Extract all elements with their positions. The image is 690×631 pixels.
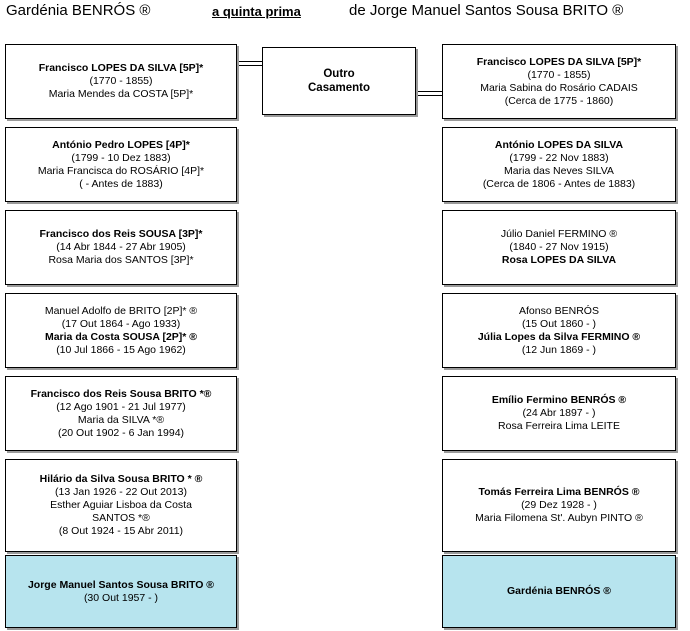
person-line: Maria das Neves SILVA [504, 164, 614, 177]
person-line: (15 Out 1860 - ) [521, 317, 597, 330]
person-line: Gardénia BENRÓS ® [506, 585, 611, 597]
person-line: Tomás Ferreira Lima BENRÓS ® [478, 486, 640, 498]
header-left-title: Gardénia BENRÓS ® [6, 2, 151, 19]
person-line: Maria Mendes da COSTA [5P]* [48, 88, 194, 100]
right-generation-6-box [442, 459, 676, 552]
person-line: (1799 - 10 Dez 1883) [71, 151, 171, 164]
right-generation-7-box [442, 555, 676, 628]
left-generation-6-box [5, 459, 237, 552]
person-line: (1799 - 22 Nov 1883) [509, 151, 609, 164]
left-generation-7-box [5, 555, 237, 628]
person-line: Francisco dos Reis Sousa BRITO *® [30, 387, 212, 400]
marriage-box [262, 47, 416, 115]
person-line: Maria Sabina do Rosário CADAIS [480, 81, 638, 94]
person-line: Francisco LOPES DA SILVA [5P]* [38, 62, 204, 74]
person-line: (1770 - 1855) [527, 68, 591, 81]
person-line: (13 Jan 1926 - 22 Out 2013) [55, 486, 187, 498]
person-line: ( - Antes de 1883) [79, 177, 163, 190]
person-line: Jorge Manuel Santos Sousa BRITO ® [27, 578, 215, 591]
person-line: (1840 - 27 Nov 1915) [509, 241, 609, 253]
marriage-box-line1: Outro [323, 68, 355, 80]
person-line: Rosa Ferreira Lima LEITE [498, 420, 620, 432]
person-line: (Cerca de 1806 - Antes de 1883) [482, 177, 636, 190]
person-line: Rosa Maria dos SANTOS [3P]* [48, 254, 194, 266]
person-line: Júlio Daniel FERMINO ® [500, 228, 618, 240]
right-generation-3-box [442, 210, 676, 285]
left-generation-3-box [5, 210, 237, 285]
person-line: Rosa LOPES DA SILVA [501, 254, 617, 266]
person-line: SANTOS *® [92, 512, 150, 524]
person-line: Maria Filomena St'. Aubyn PINTO ® [475, 512, 643, 524]
person-line: Francisco dos Reis SOUSA [3P]* [39, 228, 203, 240]
person-line: Afonso BENRÓS [519, 304, 599, 317]
header-right-title: de Jorge Manuel Santos Sousa BRITO ® [349, 2, 624, 19]
person-line: Maria Francisca do ROSÁRIO [4P]* [37, 164, 205, 177]
person-line: Maria da Costa SOUSA [2P]* ® [44, 330, 198, 343]
left-generation-1-box [5, 44, 237, 119]
marriage-box-line2: Casamento [308, 82, 370, 94]
left-generation-5-box [5, 376, 237, 451]
person-line: Júlia Lopes da Silva FERMINO ® [477, 330, 641, 343]
person-line: (29 Dez 1928 - ) [521, 499, 597, 511]
person-line: António Pedro LOPES [4P]* [52, 138, 190, 151]
person-line: (30 Out 1957 - ) [83, 591, 159, 604]
right-generation-1-box [442, 44, 676, 119]
left-generation-2-box [5, 127, 237, 202]
left-generation-4-box [5, 293, 237, 368]
person-line: Francisco LOPES DA SILVA [5P]* [476, 55, 642, 68]
person-line: (12 Ago 1901 - 21 Jul 1977) [56, 400, 186, 413]
right-generation-2-box [442, 127, 676, 202]
person-line: (24 Abr 1897 - ) [522, 407, 596, 419]
right-generation-4-box [442, 293, 676, 368]
person-line: (8 Out 1924 - 15 Abr 2011) [58, 525, 184, 537]
person-line: Emílio Fermino BENRÓS ® [491, 394, 627, 406]
person-line: Esther Aguiar Lisboa da Costa [50, 499, 192, 511]
person-line: (20 Out 1902 - 6 Jan 1994) [57, 426, 185, 439]
person-line: Maria da SILVA *® [77, 413, 165, 426]
header-relationship: a quinta prima [212, 4, 301, 19]
person-line: (Cerca de 1775 - 1860) [504, 94, 614, 107]
person-line: (14 Abr 1844 - 27 Abr 1905) [56, 241, 186, 253]
person-line: (17 Out 1864 - Ago 1933) [61, 317, 181, 330]
person-line: Manuel Adolfo de BRITO [2P]* ® [44, 304, 198, 317]
person-line: Hilário da Silva Sousa BRITO * ® [39, 473, 203, 485]
person-line: (12 Jun 1869 - ) [521, 343, 597, 356]
right-generation-5-box [442, 376, 676, 451]
person-line: (10 Jul 1866 - 15 Ago 1962) [56, 343, 186, 356]
person-line: (1770 - 1855) [89, 75, 153, 87]
person-line: António LOPES DA SILVA [494, 138, 624, 151]
